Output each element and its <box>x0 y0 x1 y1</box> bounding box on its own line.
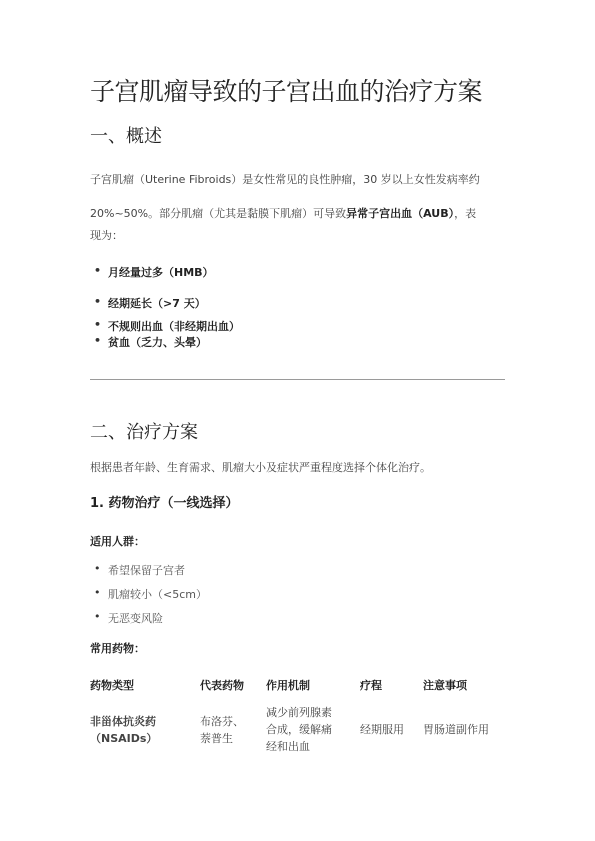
section-heading-overview: 一、概述 <box>90 126 162 147</box>
symptom-bullet: • 经期延长（>7 天） <box>108 295 206 311</box>
common-drugs-label: 常用药物： <box>90 642 145 655</box>
table-header-notes: 注意事项 <box>423 679 467 692</box>
aub-bold-term: 异常子宫出血（AUB） <box>346 207 455 220</box>
overview-text: ，表 <box>454 207 477 220</box>
applicable-population-label: 适用人群： <box>90 535 145 548</box>
overview-paragraph-line-2 <box>90 205 505 221</box>
cell-course: 经期服用 <box>360 723 404 736</box>
applicable-bullet: • 无恶变风险 <box>108 610 163 626</box>
document-title: 子宫肌瘤导致的子宫出血的治疗方案 <box>90 77 483 106</box>
overview-paragraph-line-1: 子宫肌瘤（Uterine Fibroids）是女性常见的良性肿瘤，30 岁以上女性发病率约 <box>90 173 480 186</box>
table-header-course: 疗程 <box>360 679 382 692</box>
section-divider <box>90 379 505 380</box>
cell-text: 布洛芬、 <box>200 715 244 728</box>
cell-text: 萘普生 <box>200 732 233 745</box>
symptom-bullet: • 贫血（乏力、头晕） <box>108 334 207 350</box>
cell-text: 合成，缓解痛 <box>266 723 332 736</box>
cell-text: 经和出血 <box>266 740 310 753</box>
table-header-mechanism: 作用机制 <box>266 679 310 692</box>
cell-text: 减少前列腺素 <box>266 706 332 719</box>
cell-text: 非甾体抗炎药 <box>90 715 156 728</box>
cell-representative-drug <box>200 713 244 747</box>
treatment-intro: 根据患者年龄、生育需求、肌瘤大小及症状严重程度选择个体化治疗。 <box>90 461 431 474</box>
applicable-bullet: • 希望保留子宫者 <box>108 562 185 578</box>
section-heading-treatment: 二、治疗方案 <box>90 422 198 443</box>
cell-mechanism <box>266 704 332 755</box>
table-header-drug-type: 药物类型 <box>90 679 134 692</box>
cell-text: （NSAIDs） <box>90 732 158 745</box>
cell-drug-type <box>90 713 157 747</box>
symptom-bullet: • 不规则出血（非经期出血） <box>108 318 240 334</box>
symptom-bullet: • 月经量过多（HMB） <box>108 264 214 280</box>
table-header-representative-drug: 代表药物 <box>200 679 244 692</box>
overview-text: 20%~50%。部分肌瘤（尤其是黏膜下肌瘤）可导致 <box>90 207 347 220</box>
subsection-heading-drug-therapy: 1. 药物治疗（一线选择） <box>90 496 239 511</box>
overview-paragraph-line-3: 现为： <box>90 229 123 242</box>
applicable-bullet: • 肌瘤较小（<5cm） <box>108 586 207 602</box>
cell-notes: 胃肠道副作用 <box>423 723 489 736</box>
